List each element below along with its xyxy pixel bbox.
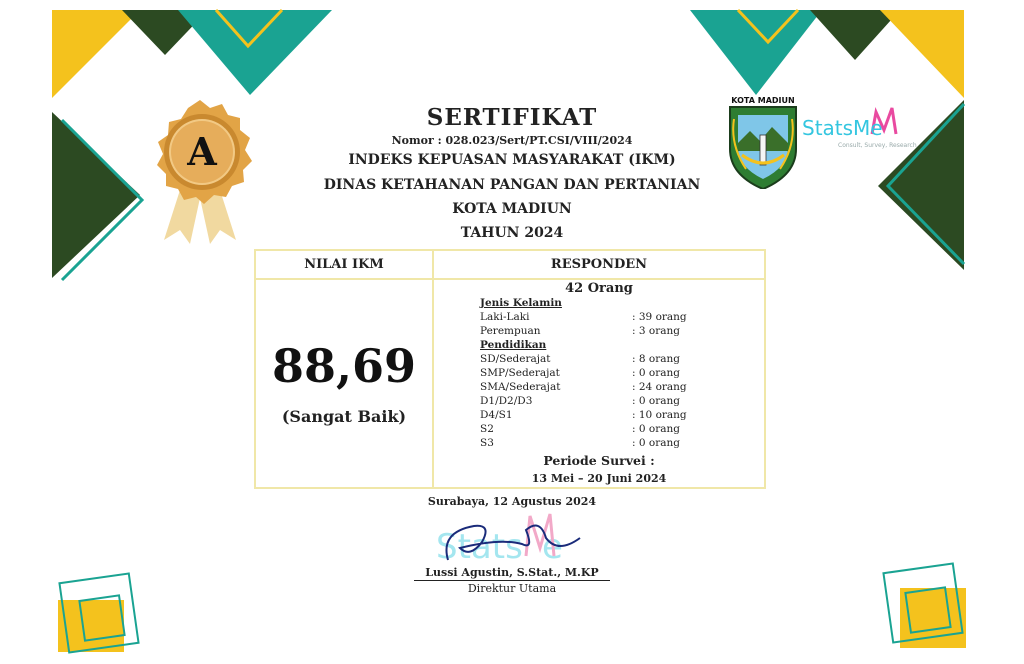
row-label: SMA/Sederajat [480, 381, 561, 393]
svg-text:e: e [542, 527, 563, 567]
signature-line [414, 580, 610, 581]
list-item [480, 325, 720, 339]
row-label: D4/S1 [480, 409, 513, 421]
certificate-title: SERTIFIKAT [426, 104, 598, 131]
subtitle-line-3: KOTA MADIUN [452, 201, 572, 217]
row-value: : 0 orang [632, 423, 680, 435]
place-date: Surabaya, 12 Agustus 2024 [427, 495, 597, 508]
row-label: SD/Sederajat [480, 353, 551, 365]
row-value: : 39 orang [632, 311, 687, 323]
list-item [480, 367, 720, 381]
row-value: : 24 orang [632, 381, 687, 393]
signer-name: Lussi Agustin, S.Stat., M.KP [425, 566, 599, 579]
svg-text:Stats: Stats [436, 527, 523, 567]
statsme-logo [802, 104, 922, 154]
list-item [480, 381, 720, 395]
row-label: SMP/Sederajat [480, 367, 560, 379]
gender-heading: Jenis Kelamin [480, 297, 562, 309]
row-label: Laki-Laki [480, 311, 530, 323]
signature-stamp [430, 508, 610, 572]
certificate-number: Nomor : 028.023/Sert/PT.CSI/VIII/2024 [391, 134, 633, 147]
education-heading: Pendidikan [480, 339, 547, 351]
ikm-predicate: (Sangat Baik) [281, 407, 407, 426]
subtitle-line-2: DINAS KETAHANAN PANGAN DAN PERTANIAN [323, 177, 701, 193]
row-value: : 0 orang [632, 395, 680, 407]
table-header-divider [256, 278, 764, 280]
statsme-tagline: Consult, Survey, Research [838, 142, 917, 149]
list-item [480, 395, 720, 409]
list-item [480, 311, 720, 325]
survey-period-label: Periode Survei : [543, 453, 655, 468]
row-label: S2 [480, 423, 494, 435]
row-label: Perempuan [480, 325, 541, 337]
row-value: : 10 orang [632, 409, 687, 421]
medal-icon [140, 98, 260, 244]
row-value: : 8 orang [632, 353, 680, 365]
row-value: : 3 orang [632, 325, 680, 337]
statsme-wordmark: StatsMe [802, 116, 883, 140]
medal-grade: A [187, 129, 217, 174]
city-caption: KOTA MADIUN [731, 96, 795, 105]
list-item [480, 353, 720, 367]
result-table [254, 249, 766, 489]
list-item [480, 437, 720, 451]
row-value: : 0 orang [632, 367, 680, 379]
subtitle-line-4: TAHUN 2024 [460, 225, 564, 241]
signer-role: Direktur Utama [467, 582, 557, 595]
row-label: D1/D2/D3 [480, 395, 533, 407]
row-value: : 0 orang [632, 437, 680, 449]
subtitle-line-1: INDEKS KEPUASAN MASYARAKAT (IKM) [348, 152, 676, 168]
responden-header: RESPONDEN [550, 257, 648, 272]
list-item [480, 423, 720, 437]
row-label: S3 [480, 437, 494, 449]
list-item [480, 409, 720, 423]
respondent-total: 42 Orang [565, 281, 633, 296]
survey-period-value: 13 Mei – 20 Juni 2024 [531, 472, 667, 485]
nilai-ikm-header: NILAI IKM [304, 257, 384, 272]
ikm-score: 88,69 [271, 339, 417, 393]
